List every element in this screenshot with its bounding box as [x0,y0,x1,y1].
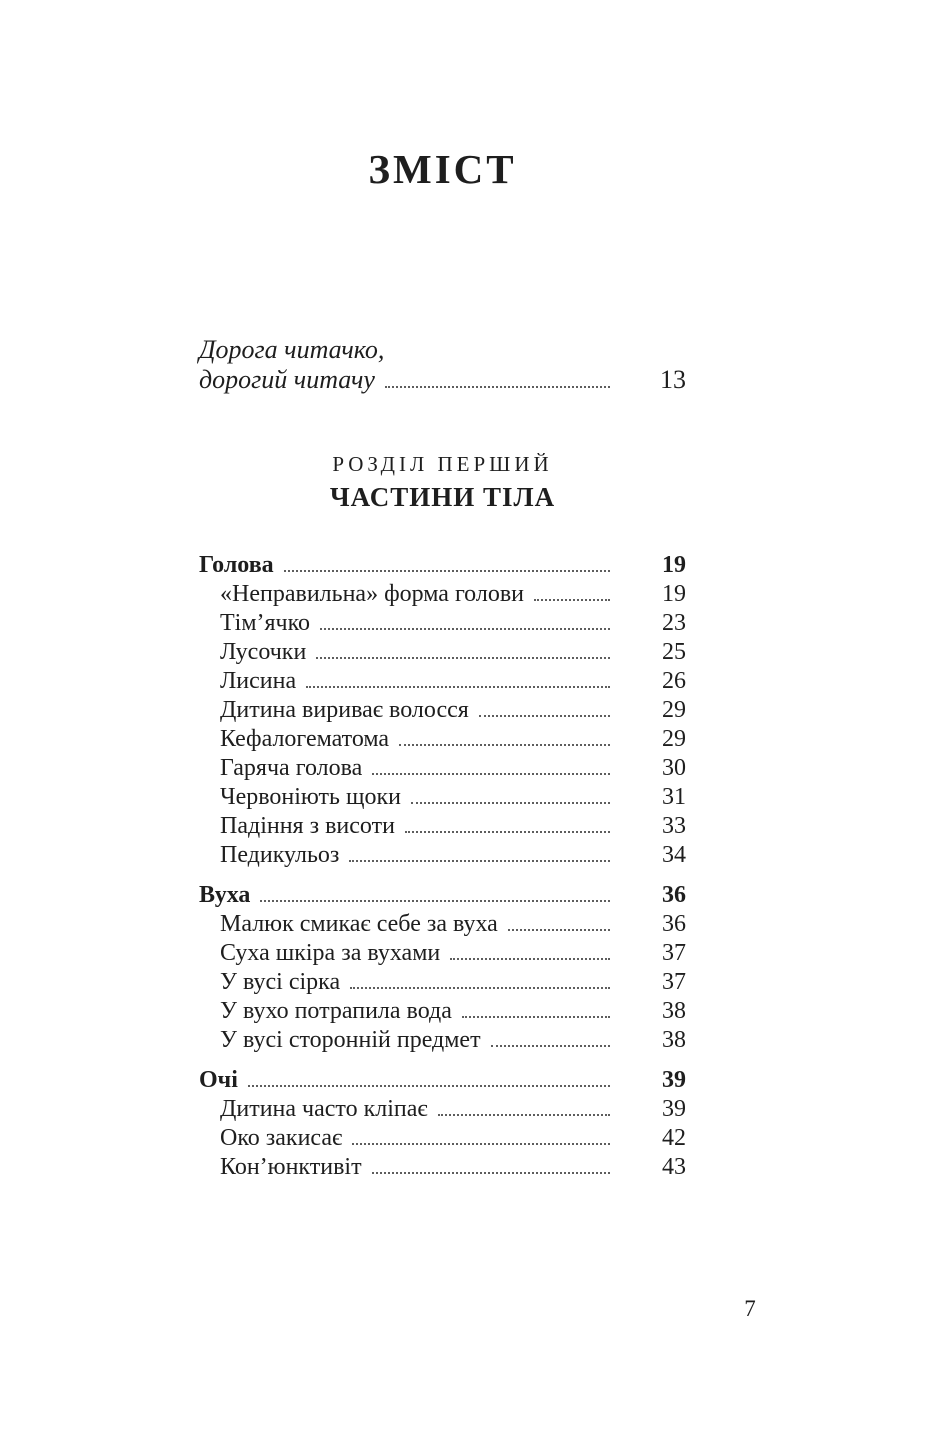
toc-page-number: 29 [662,697,686,723]
dot-leader [450,958,610,960]
toc-group-title: Вуха [199,882,251,908]
dot-leader [352,1143,610,1145]
toc-item-row [199,696,686,725]
page-title: ЗМІСТ [368,146,517,192]
toc-group-title: Голова [199,552,274,578]
toc-list [199,551,686,1182]
toc-page-number: 30 [662,755,686,781]
toc-item-label: У вусі сторонній предмет [220,1027,481,1053]
toc-item-label: Гаряча голова [220,755,363,781]
dot-leader [248,1085,610,1087]
dot-leader [385,386,610,388]
toc-page-number: 39 [662,1067,686,1093]
toc-item-label: Лисина [220,668,297,694]
dot-leader [350,987,610,989]
toc-page-number: 42 [662,1125,686,1151]
dot-leader [320,628,610,630]
toc-item-row [199,997,686,1026]
toc-item-label: Суха шкіра за вухами [220,940,441,966]
toc-page-number: 37 [662,940,686,966]
toc-intro-line-1: Дорога читачко, [199,335,385,364]
toc-group-row [199,881,686,910]
toc-page-number: 29 [662,726,686,752]
toc-page-number: 19 [662,581,686,607]
toc-page-number: 26 [662,668,686,694]
toc-item-row [199,1153,686,1182]
toc-item-label: Тім’ячко [220,610,311,636]
toc-page-number: 13 [660,365,686,394]
toc-page-number: 19 [662,552,686,578]
dot-leader [438,1114,610,1116]
dot-leader [534,599,610,601]
toc-page-number: 36 [662,911,686,937]
toc-page-number: 43 [662,1154,686,1180]
toc-group-items [199,1095,686,1182]
toc-page-number: 36 [662,882,686,908]
toc-group [199,1066,686,1182]
toc-intro-entry [199,334,686,394]
toc-item-row [199,725,686,754]
toc-item-row [199,667,686,696]
toc-item-row [199,1095,686,1124]
dot-leader [316,657,610,659]
toc-group [199,551,686,870]
section-heading [199,454,686,511]
toc-page-number: 38 [662,1027,686,1053]
dot-leader [372,773,610,775]
dot-leader [260,900,610,902]
toc-item-label: «Неправильна» форма голови [220,581,525,607]
toc-group [199,881,686,1055]
toc-item-row [199,841,686,870]
dot-leader [399,744,610,746]
toc-page-number: 39 [662,1096,686,1122]
dot-leader [405,831,610,833]
dot-leader [284,570,610,572]
toc-item-label: Малюк смикає себе за вуха [220,911,498,937]
dot-leader [462,1016,610,1018]
toc-item-label: Око закисає [220,1125,343,1151]
toc-item-label: Кон’юнктивіт [220,1154,362,1180]
section-kicker: РОЗДІЛ ПЕРШИЙ [332,452,553,476]
toc-group-title: Очі [199,1067,238,1093]
dot-leader [508,929,610,931]
section-title: ЧАСТИНИ ТІЛА [329,482,556,512]
toc-page-number: 34 [662,842,686,868]
toc-item-label: Червоніють щоки [220,784,401,810]
toc-item-row [199,939,686,968]
toc-group-row [199,551,686,580]
toc-item-row [199,812,686,841]
toc-item-label: Кефалогематома [220,726,390,752]
toc-item-row [199,609,686,638]
toc-group-row [199,1066,686,1095]
toc-item-row [199,638,686,667]
toc-group-items [199,580,686,870]
toc-item-row [199,754,686,783]
toc-item-row [199,783,686,812]
toc-intro-row [199,365,686,394]
toc-item-label: У вухо потрапила вода [220,998,452,1024]
toc-item-row [199,910,686,939]
dot-leader [306,686,610,688]
toc-item-label: Дитина вириває волосся [220,697,469,723]
folio-page-number: 7 [744,1296,756,1321]
toc-group-items [199,910,686,1055]
dot-leader [491,1045,610,1047]
toc-page-number: 37 [662,969,686,995]
toc-item-row [199,580,686,609]
toc-item-label: Падіння з висоти [220,813,395,839]
toc-intro-line-2: дорогий читачу [199,365,375,394]
dot-leader [372,1172,610,1174]
dot-leader [479,715,610,717]
toc-item-label: У вусі сірка [220,969,341,995]
toc-item-label: Педикульоз [220,842,340,868]
toc-item-row [199,1124,686,1153]
dot-leader [349,860,610,862]
toc-page-number: 33 [662,813,686,839]
toc-page-number: 25 [662,639,686,665]
toc-page-number: 31 [662,784,686,810]
toc-page-number: 23 [662,610,686,636]
dot-leader [411,802,610,804]
toc-item-row [199,968,686,997]
toc-item-row [199,1026,686,1055]
toc-item-label: Лусочки [220,639,307,665]
toc-page-number: 38 [662,998,686,1024]
toc-item-label: Дитина часто кліпає [220,1096,428,1122]
